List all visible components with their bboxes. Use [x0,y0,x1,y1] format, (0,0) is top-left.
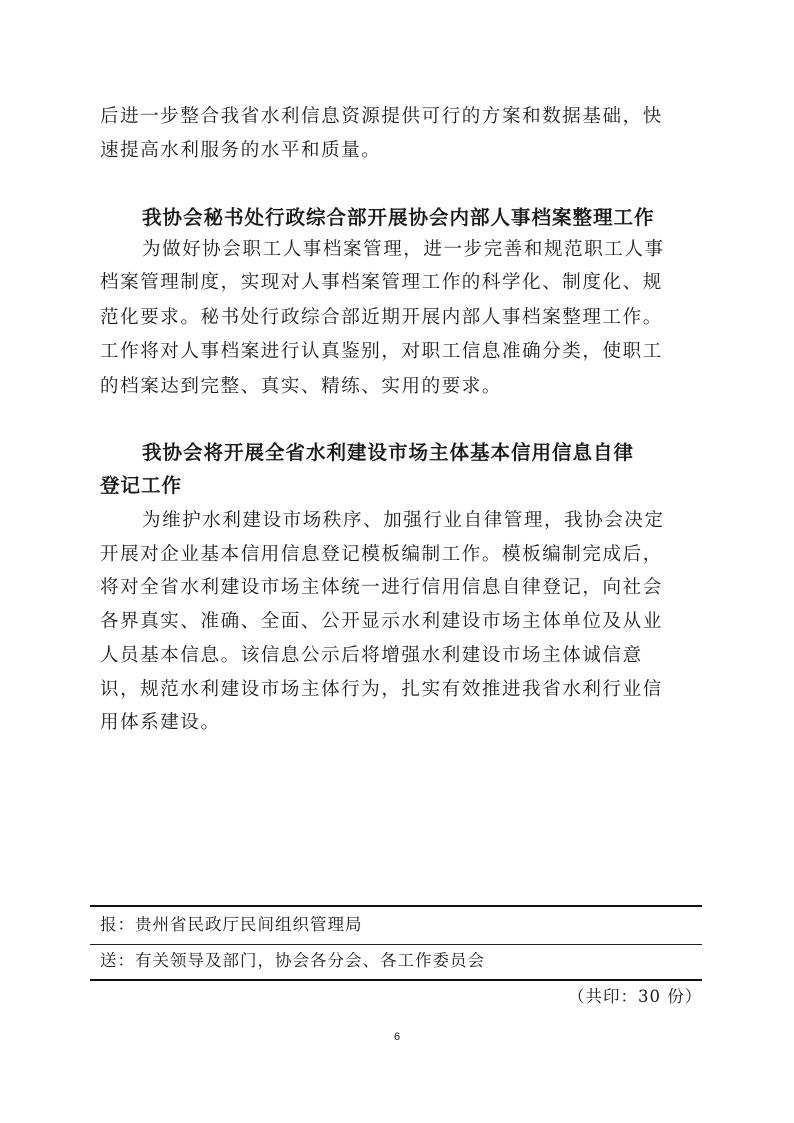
section1-line-4: 工作将对人事档案进行认真鉴别，对职工信息准确分类，使职工 [100,341,663,362]
footer-top-rule [90,905,702,907]
section2-line-6: 识，规范水利建设市场主体行为，扎实有效推进我省水利行业信 [100,679,663,700]
section2-line-1: 为维护水利建设市场秩序、加强行业自律管理，我协会决定 [142,510,665,531]
section1-line-3: 范化要求。秘书处行政综合部近期开展内部人事档案整理工作。 [100,307,663,328]
intro-line-1: 后进一步整合我省水利信息资源提供可行的方案和数据基础，快 [100,106,663,127]
report-to-line: 报：贵州省民政厅民间组织管理局 [100,915,363,934]
section1-line-2: 档案管理制度，实现对人事档案管理工作的科学化、制度化、规 [100,272,663,293]
send-to-line: 送：有关领导及部门，协会各分会、各工作委员会 [100,951,485,970]
section2-line-7: 用体系建设。 [100,712,221,733]
footer-bottom-rule [90,979,702,981]
section1-heading: 我协会秘书处行政综合部开展协会内部人事档案整理工作 [142,206,655,229]
page-number: 6 [393,1031,401,1043]
section2-line-2: 开展对企业基本信用信息登记模板编制工作。模板编制完成后， [100,544,663,565]
section2-line-3: 将对全省水利建设市场主体统一进行信用信息自律登记，向社会 [100,577,663,598]
section1-line-5: 的档案达到完整、真实、精练、实用的要求。 [100,376,503,397]
section1-line-1: 为做好协会职工人事档案管理，进一步完善和规范职工人事 [142,239,665,260]
footer-middle-rule [90,944,702,945]
section2-heading-line-2: 登记工作 [100,474,183,497]
section2-line-4: 各界真实、准确、全面、公开显示水利建设市场主体单位及从业 [100,611,663,632]
copies-count: （共印：30 份） [568,987,703,1006]
section2-line-5: 人员基本信息。该信息公示后将增强水利建设市场主体诚信意 [100,645,643,666]
intro-line-2: 速提高水利服务的水平和质量。 [100,140,382,161]
section2-heading-line-1: 我协会将开展全省水利建设市场主体基本信用信息自律 [142,441,635,464]
